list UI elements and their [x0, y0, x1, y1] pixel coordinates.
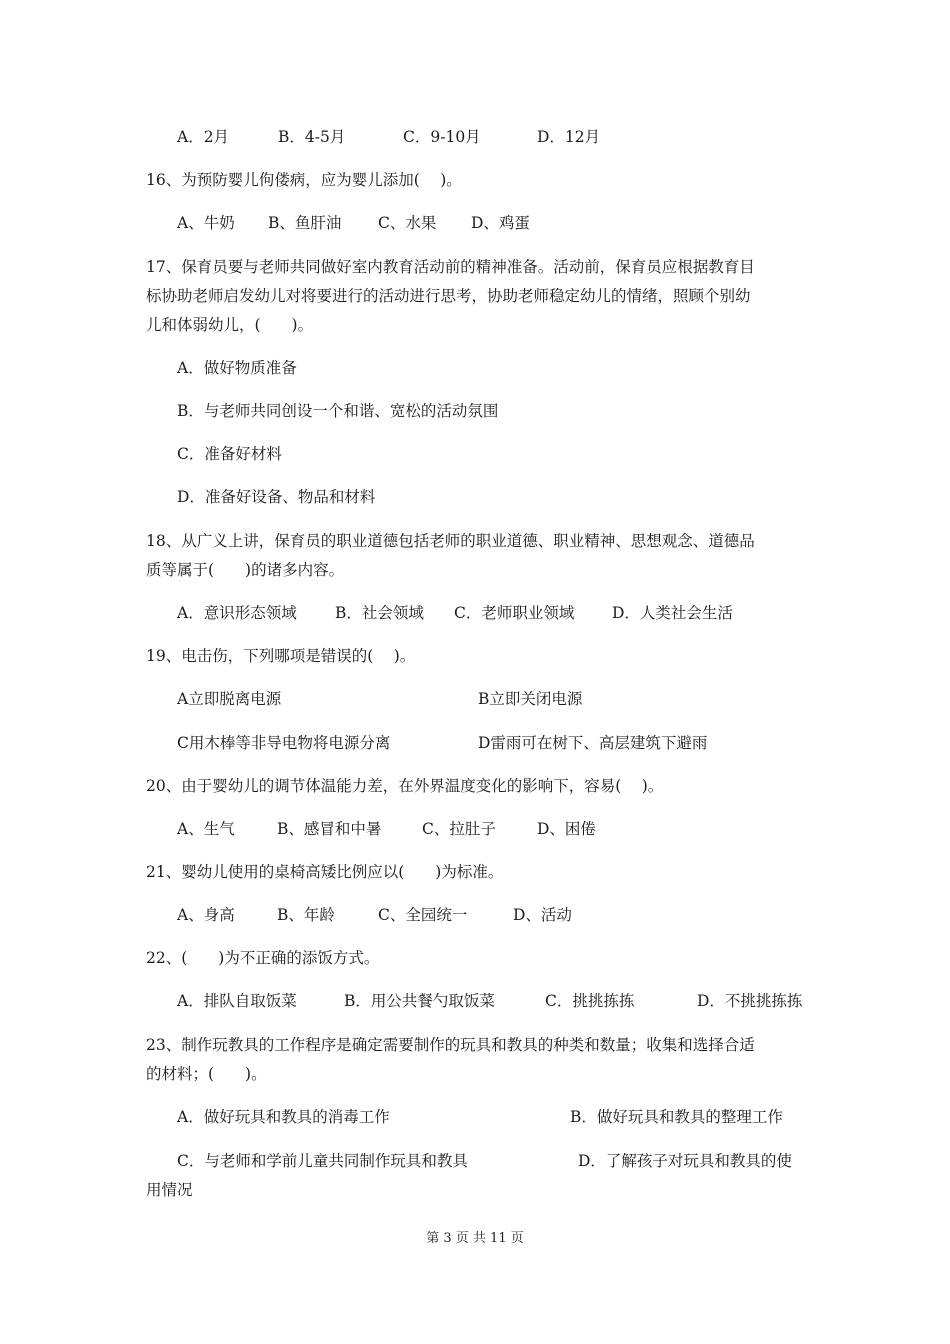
q22-text: 22、( )为不正确的添饭方式。: [146, 949, 380, 967]
q23-text-line-2: 的材料；( )。: [146, 1065, 267, 1083]
q18-option-d: D．人类社会生活: [612, 604, 733, 622]
q16-option-d: D、鸡蛋: [471, 214, 530, 232]
q15-option-b: B．4-5月: [278, 128, 346, 146]
q22-option-a: A．排队自取饭菜: [177, 992, 297, 1010]
q16-option-a: A、牛奶: [177, 214, 235, 232]
q20-option-b: B、感冒和中暑: [277, 820, 382, 838]
q17-option-b: B．与老师共同创设一个和谐、宽松的活动氛围: [177, 402, 499, 420]
q20-option-d: D、困倦: [537, 820, 596, 838]
q16-option-b: B、鱼肝油: [268, 214, 342, 232]
q23-option-b: B．做好玩具和教具的整理工作: [570, 1108, 783, 1126]
q15-option-a: A．2月: [177, 128, 230, 146]
q18-option-a: A．意识形态领域: [177, 604, 297, 622]
q19-option-c: C用木棒等非导电物将电源分离: [177, 734, 391, 752]
q21-option-b: B、年龄: [277, 906, 335, 924]
q17-option-c: C．准备好材料: [177, 445, 282, 463]
q17-option-a: A．做好物质准备: [177, 359, 297, 377]
q16-option-c: C、水果: [378, 214, 437, 232]
q21-text: 21、婴幼儿使用的桌椅高矮比例应以( )为标准。: [146, 863, 504, 881]
q23-option-a: A．做好玩具和教具的消毒工作: [177, 1108, 390, 1126]
q23-option-d-continued: 用情况: [146, 1181, 193, 1199]
q17-text-line-1: 17、保育员要与老师共同做好室内教育活动前的精神准备。活动前，保育员应根据教育目: [146, 258, 755, 276]
q17-text-line-2: 标协助老师启发幼儿对将要进行的活动进行思考，协助老师稳定幼儿的情绪，照顾个别幼: [146, 287, 751, 305]
q18-option-b: B．社会领域: [335, 604, 424, 622]
q18-text-line-2: 质等属于( )的诸多内容。: [146, 561, 345, 579]
q20-option-a: A、生气: [177, 820, 235, 838]
q20-option-c: C、拉肚子: [422, 820, 496, 838]
q22-option-d: D．不挑挑拣拣: [697, 992, 803, 1010]
page-footer: 第 3 页 共 11 页: [426, 1231, 524, 1246]
q21-option-d: D、活动: [513, 906, 572, 924]
q17-option-d: D．准备好设备、物品和材料: [177, 488, 376, 506]
q15-option-d: D．12月: [537, 128, 601, 146]
q15-option-c: C．9-10月: [403, 128, 481, 146]
q23-option-d: D．了解孩子对玩具和教具的使: [578, 1152, 792, 1170]
q22-option-b: B．用公共餐勺取饭菜: [344, 992, 495, 1010]
q17-text-line-3: 儿和体弱幼儿，( )。: [146, 316, 314, 334]
q21-option-c: C、全园统一: [378, 906, 468, 924]
q19-option-b: B立即关闭电源: [478, 690, 583, 708]
q16-text: 16、为预防婴儿佝偻病，应为婴儿添加( )。: [146, 171, 462, 189]
q23-text-line-1: 23、制作玩教具的工作程序是确定需要制作的玩具和教具的种类和数量；收集和选择合适: [146, 1036, 755, 1054]
q18-text-line-1: 18、从广义上讲，保育员的职业道德包括老师的职业道德、职业精神、思想观念、道德品: [146, 532, 755, 550]
q19-option-a: A立即脱离电源: [177, 690, 282, 708]
q21-option-a: A、身高: [177, 906, 235, 924]
q20-text: 20、由于婴幼儿的调节体温能力差，在外界温度变化的影响下，容易( )。: [146, 777, 664, 795]
q23-option-c: C．与老师和学前儿童共同制作玩具和教具: [177, 1152, 468, 1170]
q18-option-c: C．老师职业领域: [454, 604, 575, 622]
q19-text: 19、电击伤，下列哪项是错误的( )。: [146, 647, 416, 665]
q22-option-c: C．挑挑拣拣: [545, 992, 635, 1010]
q19-option-d: D雷雨可在树下、高层建筑下避雨: [478, 734, 708, 752]
